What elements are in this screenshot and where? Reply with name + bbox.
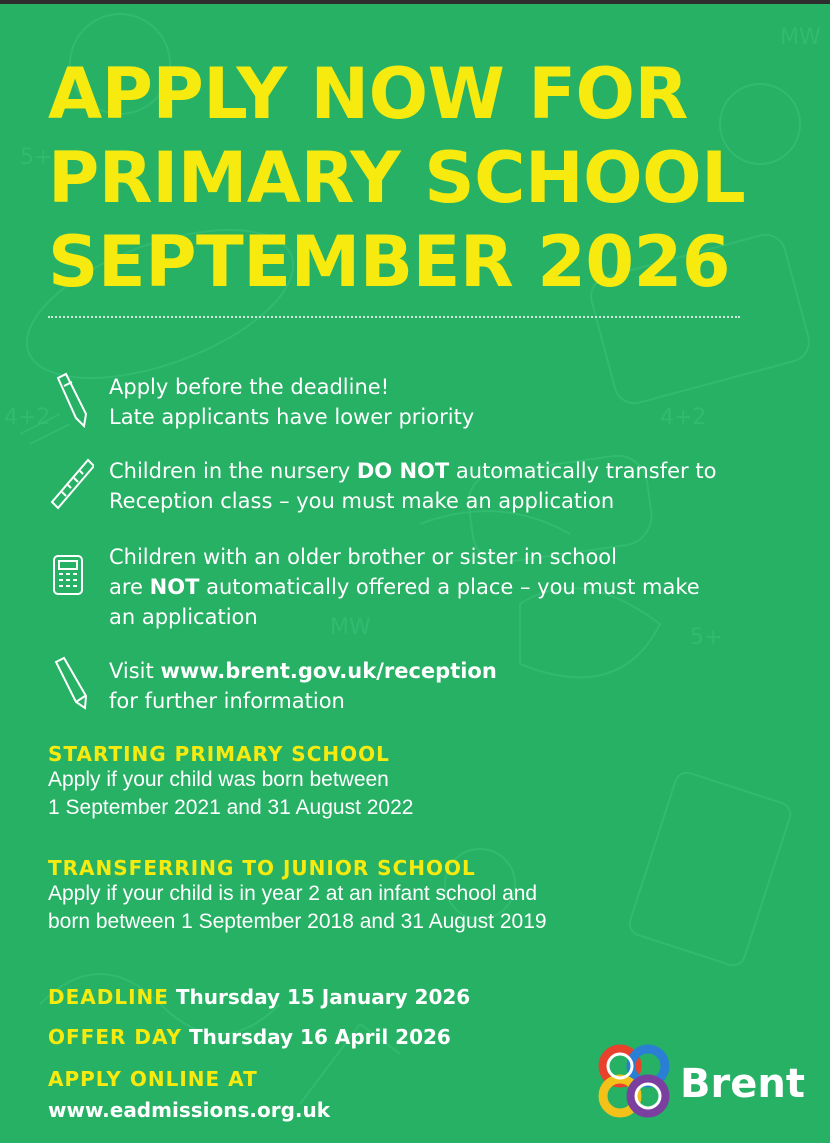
calculator-icon (50, 542, 94, 598)
starting-text (48, 766, 413, 822)
eadmissions-link[interactable]: www.eadmissions.org.uk (48, 1098, 331, 1122)
apply-online-label: APPLY ONLINE AT (48, 1067, 258, 1091)
svg-text:4+2: 4+2 (4, 405, 51, 430)
brent-logo-mark-icon (594, 1042, 676, 1124)
item-text: an application (109, 605, 258, 629)
brent-wordmark: Brent (680, 1061, 805, 1107)
offer-day-row (48, 1024, 451, 1050)
item-text: automatically offered a place – you must make (199, 575, 700, 599)
dotted-divider (48, 316, 740, 318)
offer-day-label: OFFER DAY (48, 1025, 182, 1049)
item-text: Reception class – you must make an application (109, 489, 615, 513)
svg-text:5+: 5+ (690, 625, 723, 650)
paragraph-line: Apply if your child is in year 2 at an infant school and (48, 882, 538, 905)
brent-reception-link[interactable]: www.brent.gov.uk/reception (160, 659, 497, 683)
deadline-value: Thursday 15 January 2026 (175, 985, 471, 1009)
offer-day-value: Thursday 16 April 2026 (188, 1025, 451, 1049)
apply-online-row (48, 1066, 258, 1092)
poster (0, 4, 830, 1143)
deadline-row (48, 984, 470, 1010)
ruler-icon (50, 456, 94, 512)
paragraph-line: 1 September 2021 and 31 August 2022 (48, 796, 414, 819)
emphasis-text: DO NOT (356, 459, 450, 483)
item-text: Visit (109, 659, 161, 683)
item-text: Children with an older brother or sister in school (109, 545, 617, 569)
svg-text:5+: 5+ (20, 145, 53, 170)
title-line: APPLY NOW FOR (48, 53, 688, 135)
item-text: automatically transfer to (449, 459, 717, 483)
deadline-label: DEADLINE (48, 985, 169, 1009)
svg-text:MW: MW (330, 615, 371, 640)
transferring-heading: TRANSFERRING TO JUNIOR SCHOOL (48, 856, 476, 880)
title-line: PRIMARY SCHOOL (48, 137, 746, 219)
page-title (48, 52, 818, 304)
item-text: Apply before the deadline! (109, 375, 390, 399)
item-text: Children in the nursery (109, 459, 357, 483)
title-line: SEPTEMBER 2026 (48, 221, 731, 303)
pencil-icon (50, 656, 94, 712)
item-text: Late applicants have lower priority (109, 405, 475, 429)
item-text: for further information (109, 689, 345, 713)
svg-text:MW: MW (780, 25, 821, 50)
brent-logo (594, 1042, 804, 1122)
paragraph-line: born between 1 September 2018 and 31 August 2019 (48, 910, 547, 933)
item-text: are (109, 575, 150, 599)
paragraph-line: Apply if your child was born between (48, 768, 389, 791)
pen-icon (50, 372, 94, 428)
emphasis-text: NOT (149, 575, 200, 599)
starting-heading: STARTING PRIMARY SCHOOL (48, 742, 390, 766)
svg-text:4+2: 4+2 (660, 405, 707, 430)
transferring-text (48, 880, 547, 936)
